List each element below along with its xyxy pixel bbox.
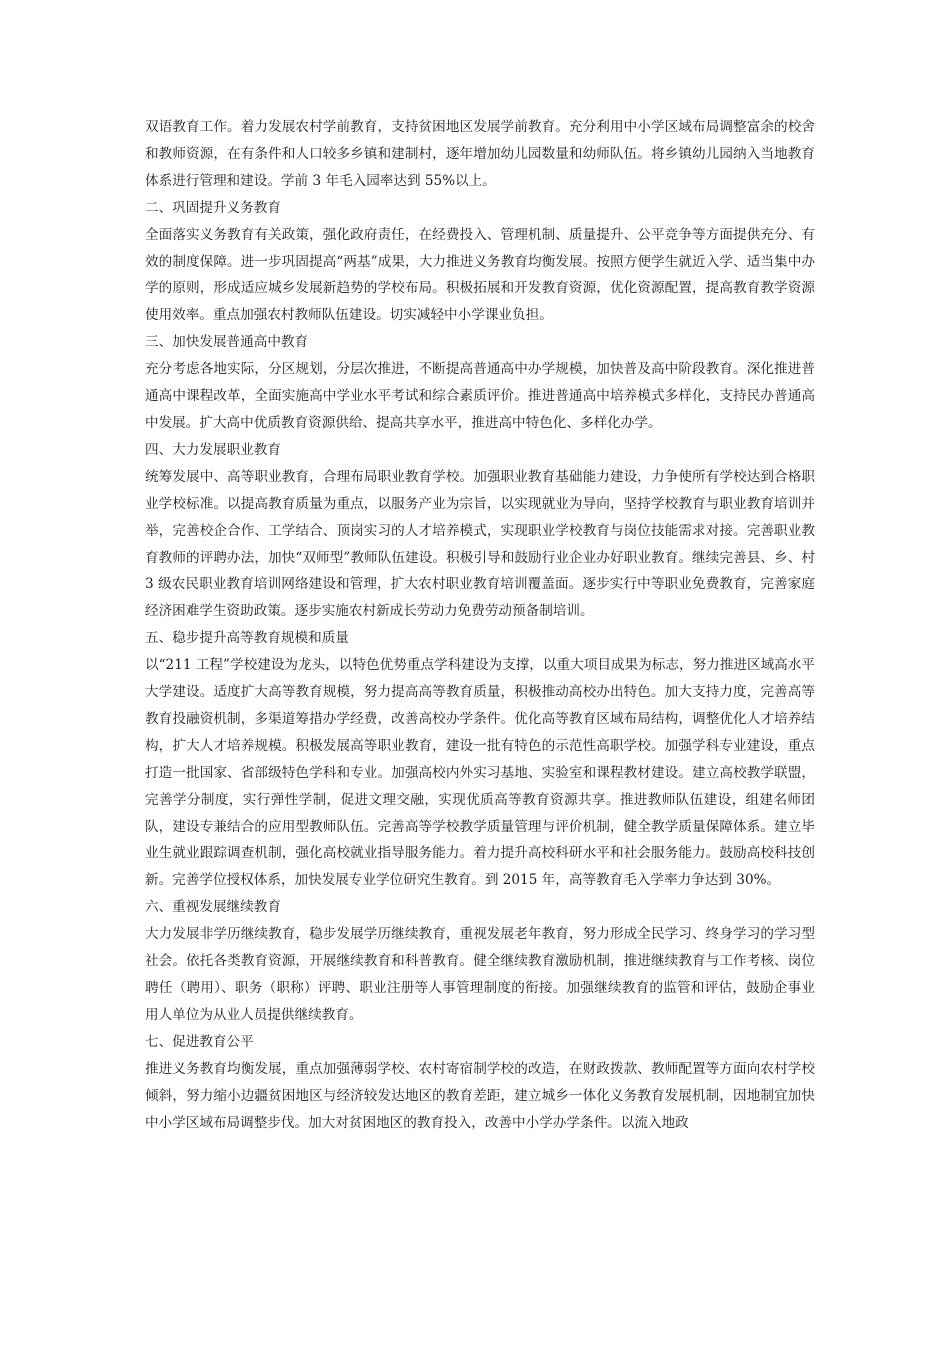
paragraph-education-equity: 推进义务教育均衡发展，重点加强薄弱学校、农村寄宿制学校的改造，在财政拨款、教师配置等方面向农村学校倾斜，努力缩小边疆贫困地区与经济较发达地区的教育差距，建立城乡一体化义务教育发展机制，因地制宜加快中小学区域布局调整步伐。加大对贫困地区的教育投入，改善中小学办学条件。以流入地政: [145, 1060, 815, 1131]
paragraph-higher-education: 以“211 工程”学校建设为龙头，以特色优势重点学科建设为支撑，以重大项目成果为标志，努力推进区域高水平大学建设。适度扩大高等教育规模，努力提高高等教育质量，积极推动高校办出特色。加大支持力度，完善高等教育投融资机制，多渠道筹措办学经费，改善高校办学条件。优化高等教育区域布局结构，调整优化人才培养结构，扩大人才培养规模。积极发展高等职业教育，建设一批有特色的示范性高职学校。加强学科专业建设，重点打造一批国家、省部级特色学科和专业。加强高校内外实习基地、实验室和课程教材建设。建立高校教学联盟，完善学分制度，实行弹性学制，促进文理交融，实现优质高等教育资源共享。推进教师队伍建设，组建名师团队，建设专兼结合的应用型教师队伍。完善高等学校教学质量管理与评价机制，健全教学质量保障体系。建立毕业生就业跟踪调查机制，强化高校就业指导服务能力。着力提升高校科研水平和社会服务能力。鼓励高校科技创新。完善学位授权体系，加快发展专业学位研究生教育。到 2015 年，高等教育毛入学率力争达到 30%。: [145, 657, 815, 889]
section-heading-education-equity: 七、促进教育公平: [145, 1033, 254, 1050]
paragraph-vocational-education: 统筹发展中、高等职业教育，合理布局职业教育学校。加强职业教育基础能力建设，力争使所有学校达到合格职业学校标准。以提高教育质量为重点，以服务产业为宗旨，以实现就业为导向，坚持学校教育与职业教育培训并举，完善校企合作、工学结合、顶岗实习的人才培养模式，实现职业学校教育与岗位技能需求对接。完善职业教育教师的评聘办法，加快“双师型”教师队伍建设。积极引导和鼓励行业企业办好职业教育。继续完善县、乡、村 3 级农民职业教育培训网络建设和管理，扩大农村职业教育培训覆盖面。逐步实行中等职业免费教育，完善家庭经济困难学生资助政策。逐步实施农村新成长劳动力免费劳动预备制培训。: [145, 468, 815, 620]
section-heading-high-school: 三、加快发展普通高中教育: [145, 334, 309, 351]
document-page: [145, 114, 815, 1136]
paragraph-high-school: 充分考虑各地实际，分区规划，分层次推进，不断提高普通高中办学规模，加快普及高中阶段教育。深化推进普通高中课程改革，全面实施高中学业水平考试和综合素质评价。推进普通高中培养模式多样化，支持民办普通高中发展。扩大高中优质教育资源供给、提高共享水平，推进高中特色化、多样化办学。: [145, 361, 815, 431]
section-heading-continuing-education: 六、重视发展继续教育: [145, 899, 281, 916]
paragraph-preschool-education: 双语教育工作。着力发展农村学前教育，支持贫困地区发展学前教育。充分利用中小学区域布局调整富余的校舍和教师资源，在有条件和人口较多乡镇和建制村，逐年增加幼儿园数量和幼师队伍。将乡镇幼儿园纳入当地教育体系进行管理和建设。学前 3 年毛入园率达到 55%以上。: [145, 119, 815, 189]
section-heading-vocational-education: 四、大力发展职业教育: [145, 441, 281, 458]
paragraph-continuing-education: 大力发展非学历继续教育，稳步发展学历继续教育，重视发展老年教育，努力形成全民学习、终身学习的学习型社会。依托各类教育资源，开展继续教育和科普教育。健全继续教育激励机制，推进继续教育与工作考核、岗位聘任（聘用）、职务（职称）评聘、职业注册等人事管理制度的衔接。加强继续教育的监管和评估，鼓励企事业用人单位为从业人员提供继续教育。: [145, 926, 815, 1023]
section-heading-compulsory-education: 二、巩固提升义务教育: [145, 199, 281, 216]
section-heading-higher-education: 五、稳步提升高等教育规模和质量: [145, 630, 349, 647]
paragraph-compulsory-education: 全面落实义务教育有关政策，强化政府责任，在经费投入、管理机制、质量提升、公平竞争等方面提供充分、有效的制度保障。进一步巩固提高“两基”成果，大力推进义务教育均衡发展。按照方便学生就近入学、适当集中办学的原则，形成适应城乡发展新趋势的学校布局。积极拓展和开发教育资源，优化资源配置，提高教育教学资源使用效率。重点加强农村教师队伍建设。切实减轻中小学课业负担。: [145, 226, 815, 324]
